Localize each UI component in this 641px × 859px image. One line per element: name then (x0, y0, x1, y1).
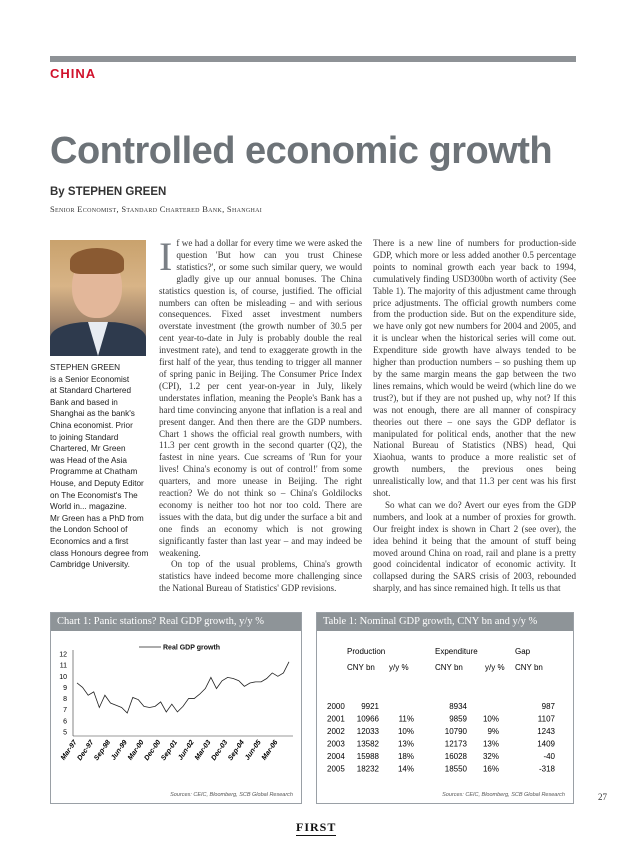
table-cell: 10966 (356, 714, 379, 724)
table-year-cell: 2001 (327, 714, 345, 724)
subheader: CNY bn (435, 663, 463, 672)
table-cell: 18550 (444, 764, 467, 774)
table-year-cell: 2000 (327, 702, 345, 711)
x-tick-label: Jun-05 (244, 739, 263, 762)
bio-line: Mr Green has a PhD from (50, 513, 144, 523)
table-cell: 18232 (356, 764, 379, 774)
page-number: 27 (598, 792, 607, 802)
x-tick-label: Sep-04 (227, 739, 247, 762)
x-tick-label: Dec-03 (210, 739, 230, 762)
table-year-cell: 2002 (327, 727, 345, 736)
table-cell: 13% (482, 739, 499, 749)
table-cell: -40 (543, 752, 555, 761)
table-cell: 9921 (361, 702, 379, 711)
body-paragraph: On top of the usual problems, China's growth statistics have indeed become more challenging since the National Bureau of Statistics' GDP revisions. (159, 559, 362, 594)
table-year-cell: 2004 (327, 752, 345, 761)
section-rule (50, 56, 576, 62)
author-role: Senior Economist, Standard Chartered Bank, Shanghai (50, 204, 263, 214)
table-cell: 10% (482, 714, 499, 724)
table-year-cell: 2005 (327, 764, 345, 774)
chart-source: Sources: CEIC, Bloomberg, SCB Global Research (170, 792, 293, 798)
table-cell: 16028 (444, 752, 467, 761)
bio-line: Economics and a first (50, 536, 129, 546)
table-cell: 12033 (356, 727, 379, 736)
table-cell: 987 (541, 702, 555, 711)
bio-line: was Head of the Asia (50, 455, 127, 465)
table-cell: 18% (397, 752, 414, 761)
bio-line: Bank and based in (50, 397, 118, 407)
footer-logo: FIRST (296, 820, 337, 834)
bio-line: the London School of (50, 525, 128, 535)
table-1 (316, 612, 574, 804)
table-cell: -318 (538, 764, 555, 774)
author-photo (50, 240, 146, 356)
y-tick-label: 12 (59, 651, 67, 659)
legend-label: Real GDP growth (163, 644, 221, 652)
table-cell: 13% (397, 739, 414, 749)
table-cell: 9859 (449, 714, 467, 724)
byline: By STEPHEN GREEN (50, 186, 167, 198)
body-paragraph: So what can we do? Avert our eyes from the GDP numbers, and look at a number of proxies for growth. Our freight index is shown in Chart 2 (see over), the idea behind it being that the amount of stuff being moved around China on road, rail and plane is a pretty good coincidental indicator of economic activity. It collapsed during the SARS crisis of 2003, rebounded sharply, and has since remained high. It tells us that (373, 499, 576, 594)
drop-cap: I (159, 234, 173, 279)
gdp-table (317, 632, 573, 802)
bio-line: on The Economist's The (50, 490, 138, 500)
chart-title: Chart 1: Panic stations? Real GDP growth, y/y % (51, 613, 301, 631)
table-cell: 13582 (356, 739, 379, 749)
y-tick-label: 10 (59, 673, 67, 681)
bio-line: Cambridge University. (50, 560, 130, 570)
table-cell: 10790 (444, 727, 467, 736)
bio-line: World in... magazine. (50, 502, 127, 512)
x-tick-label: Sep-01 (160, 739, 180, 762)
table-cell: 16% (482, 764, 499, 774)
table-source: Sources: CEIC, Bloomberg, SCB Global Research (442, 792, 565, 798)
subheader: y/y % (485, 663, 505, 672)
real-gdp-series-line (77, 662, 289, 713)
section-label: CHINA (50, 66, 97, 81)
y-tick-label: 11 (59, 662, 67, 670)
y-tick-label: 8 (63, 696, 67, 704)
x-tick-label: Mar-03 (193, 739, 213, 762)
body-column-1 (159, 234, 362, 595)
table-cell: 11% (398, 714, 414, 724)
y-tick-label: 7 (63, 707, 67, 715)
x-tick-label: Dec-97 (76, 739, 96, 762)
table-cell: 1243 (537, 727, 555, 736)
body-paragraph: f we had a dollar for every time we were asked the question 'But how can you trust Chinese statistics?', or some such similar query, we would gladly give up our annual bonuses. The China statistics question is, of course, justified. The official numbers can often be misleading – and with serious consequences. Fixed asset investment numbers overstate investment (the growth number of 30.5 per cent year-to-date in July is probably double the real investment rate), and tend to exaggerate growth in the first half of the year, thus tending to trigger all manner of spring panic in Beijing. The Consumer Price Index (CPI), 1.2 per cent year-on-year in July, likely understates inflation, meaning the People's Bank has a hard time convincing anyone that inflation is a real and present danger. And then there are the GDP numbers. Chart 1 shows the official real growth numbers, with 11.3 per cent growth in the second quarter (Q2), the fastest in nine years. Cue screams of 'Run for your lives! China's economy is out of control!' from some quarters, and more unease in Beijing. The right reaction? We do not think so – China's Goldilocks economy is neither too hot nor too cold. There are issues with the data, but dig under the surface a bit and one finds an economy which is not growing significantly faster than last year – and may indeed be weakening. (159, 238, 362, 558)
bio-line: China economist. Prior (50, 420, 133, 430)
table-cell: 32% (482, 752, 499, 761)
x-tick-label: Jun-02 (177, 739, 196, 762)
x-tick-label: Mar-06 (260, 739, 280, 762)
table-cell: 1107 (537, 714, 555, 724)
subheader: CNY bn (347, 663, 375, 672)
y-tick-label: 6 (63, 718, 67, 726)
group-header: Gap (515, 647, 531, 656)
gdp-line-chart (51, 632, 301, 802)
table-title: Table 1: Nominal GDP growth, CNY bn and y/y % (317, 613, 573, 631)
bio-line: STEPHEN GREEN (50, 363, 121, 372)
table-cell: 10% (397, 727, 414, 736)
bio-line: at Standard Chartered (50, 386, 132, 396)
body-paragraph: There is a new line of numbers for production-side GDP, which more or less added another 0.5 percentage points to nominal growth each year back to 1994, cumulatively finding USD300bn worth of activity (See Table 1). The majority of this adjustment came through price adjustments. The official growth numbers come from the production side. But on the expenditure side, we have only got new numbers for 2004 and 2005, and it is unclear when the historical series will come out. Expenditure side growth have always tended to be higher than production numbers – so pushing them up by the same margin means the gap between the two lines remains, which would be weird (which line do we trust?), but if they are not pushed up, why not? If this was not enough, there are all manner of conspiracy theories out there – one says the GDP deflator is manipulated for political ends, another that the new National Bureau of Statistics (NBS) head, Qui Xiaohua, wants to produce a more realistic set of growth numbers, the previous ones being unrealistically low, and that 11.3 per cent was his first shot. (373, 238, 576, 499)
body-column-2 (373, 238, 576, 595)
table-cell: 14% (397, 764, 414, 774)
bio-line: Shanghai as the bank's (50, 409, 135, 419)
subheader: CNY bn (515, 663, 543, 672)
table-cell: 1409 (537, 739, 555, 749)
table-year-cell: 2003 (327, 739, 345, 749)
article-title: Controlled economic growth (50, 130, 553, 172)
x-tick-label: Sep-98 (93, 739, 113, 762)
x-tick-label: Dec-00 (143, 739, 163, 762)
group-header: Expenditure (435, 647, 478, 656)
table-cell: 8934 (449, 702, 467, 711)
y-tick-label: 9 (63, 684, 67, 692)
author-bio (50, 362, 150, 571)
bio-line: House, and Deputy Editor (50, 478, 144, 488)
bio-line: class Honours degree from (50, 548, 149, 558)
x-tick-label: Jun-99 (110, 739, 129, 762)
x-tick-label: Mar-00 (126, 739, 146, 762)
chart-1 (50, 612, 302, 804)
bio-line: Programme at Chatham (50, 467, 138, 477)
subheader: y/y % (389, 663, 409, 672)
y-tick-label: 5 (63, 729, 67, 737)
table-cell: 9% (487, 727, 499, 736)
bio-line: is a Senior Economist (50, 374, 130, 384)
group-header: Production (347, 647, 386, 656)
x-tick-label: Mar-97 (59, 739, 79, 762)
table-cell: 12173 (444, 739, 467, 749)
table-cell: 15988 (356, 752, 379, 761)
bio-line: Chartered, Mr Green (50, 444, 126, 454)
bio-line: to joining Standard (50, 432, 119, 442)
